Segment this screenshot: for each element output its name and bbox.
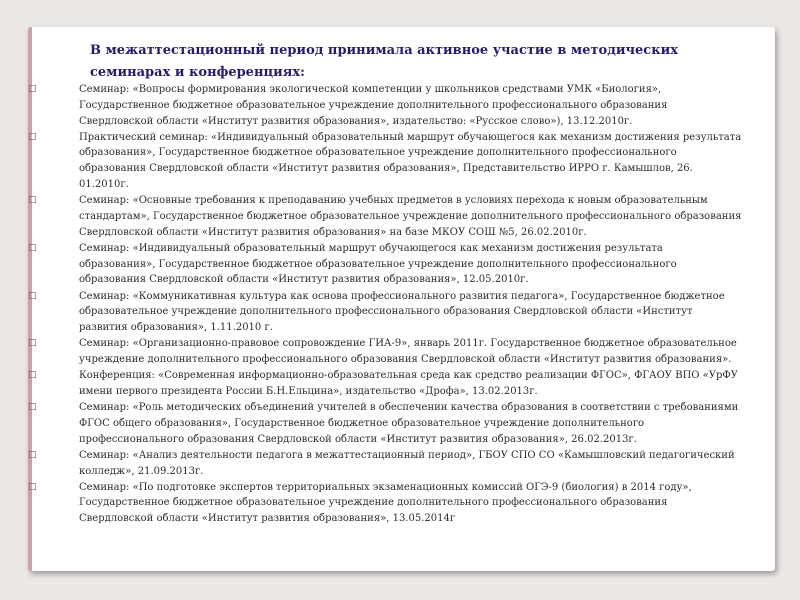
- box-bullet-icon: □: [28, 195, 37, 206]
- box-bullet-icon: □: [28, 338, 37, 349]
- list-item: [0, 448, 800, 480]
- box-bullet-icon: □: [28, 84, 37, 94]
- list-item-text: Семинар: «Индивидуальный образовательный маршрут обучающегося как механизм достижения результата образования», Государственное бюджетное образовательное учреждение дополнительного профессионального образования Свердловской области «Институт развития образования», 12.05.2010г.: [79, 242, 677, 286]
- slide-title: В межаттестационный период принимала активное участие в методических семинарах и конференциях:: [90, 43, 678, 80]
- box-bullet-icon: □: [28, 402, 37, 413]
- list-item: [0, 82, 800, 129]
- list-item-text: Практический семинар: «Индивидуальный образовательный маршрут обучающегося как механизм достижения результата образования», Государственное бюджетное образовательное учреждение дополнительного профессионального образования Свердловской области «Институт развития образования», Представительство ИРРО г. Камышлов, 26. 01.2010г.: [79, 131, 742, 191]
- box-bullet-icon: □: [28, 481, 37, 492]
- box-bullet-icon: □: [28, 370, 37, 381]
- list-item: [0, 193, 800, 240]
- list-item-text: Семинар: «Роль методических объединений учителей в обеспечении качества образования в соответствии с требованиями ФГОС общего образования», Государственное бюджетное образовательное учреждение дополнительного профессионального образования Свердловской области «Институт развития образования», 26.02.2013г.: [79, 402, 739, 445]
- list-item: [0, 400, 800, 447]
- list-item-text: Конференция: «Современная информационно-образовательная среда как средство реализации ФГОС», ФГАОУ ВПО «УрФУ имени первого президента России Б.Н.Ельцина», издательство «Дрофа», 13.02.2013г.: [79, 370, 738, 397]
- box-bullet-icon: □: [28, 131, 37, 142]
- seminar-list: [0, 82, 800, 527]
- box-bullet-icon: □: [28, 290, 37, 301]
- list-item: [0, 241, 800, 288]
- list-item-text: Семинар: «По подготовке экспертов территориальных экзаменационных комиссий ОГЭ-9 (биология) в 2014 году», Государственное бюджетное образовательное учреждение дополнительного профессионального образования Свердловской области «Институт развития образования», 13.05.2014г: [79, 481, 692, 525]
- list-item: [0, 368, 800, 400]
- list-item: [0, 289, 800, 336]
- list-item-text: Семинар: «Организационно-правовое сопровождение ГИА-9», январь 2011г. Государственное бюджетное образовательное учреждение дополнительного профессионального образования Свердловской области «Институт развития образования».: [79, 338, 737, 366]
- list-item: [0, 336, 800, 368]
- box-bullet-icon: □: [28, 242, 37, 253]
- list-item-text: Семинар: «Основные требования к преподаванию учебных предметов в условиях перехода к новым образовательным стандартам», Государственное бюджетное образовательное учреждение дополнительного профессионального образования Свердловской области «Институт развития образования» на базе МКОУ СОШ №5, 26.02.2010г.: [79, 195, 742, 238]
- list-item: [0, 130, 800, 193]
- box-bullet-icon: □: [28, 449, 37, 460]
- list-item-text: Семинар: «Анализ деятельности педагога в межаттестационный период», ГБОУ СПО СО «Камышловский педагогический колледж», 21.09.2013г.: [79, 449, 735, 477]
- list-item-text: Семинар: «Коммуникативная культура как основа профессионального развития педагога», Государственное бюджетное образовательное учреждение дополнительного профессионального образования Свердловской области «Институт развития образования», 1.11.2010 г.: [79, 290, 725, 334]
- list-item-text: Семинар: «Вопросы формирования экологической компетенции у школьников средствами УМК «Биология», Государственное бюджетное образовательное учреждение дополнительного профессионального образования Свердловской области «Институт развития образования», издательство: «Русское слово»), 13.12.2010г.: [79, 84, 668, 127]
- list-item: [0, 480, 800, 527]
